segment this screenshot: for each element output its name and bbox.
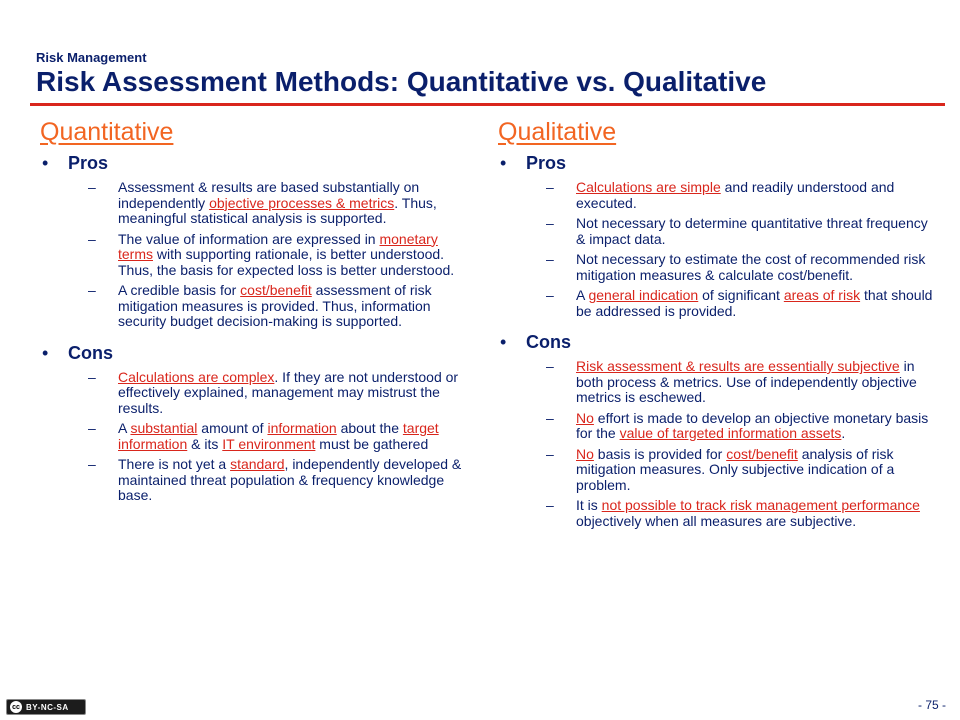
highlighted-term: areas of risk xyxy=(783,287,861,303)
highlighted-term: standard xyxy=(230,456,285,472)
highlighted-term: not possible to track risk management performance xyxy=(601,497,920,513)
list-item xyxy=(546,180,938,211)
highlighted-term: No xyxy=(576,409,594,426)
list-item-text xyxy=(118,180,470,227)
list-item-text xyxy=(576,359,938,406)
column-quantitative xyxy=(40,118,470,509)
dash-icon: – xyxy=(546,497,554,513)
highlighted-term: No xyxy=(576,445,594,462)
text-run: and readily understood and executed. xyxy=(576,179,895,211)
list-item xyxy=(88,421,470,452)
highlighted-term: objective processes & metrics xyxy=(209,194,395,211)
section-label: Pros xyxy=(68,153,109,173)
text-run: A credible basis for xyxy=(118,282,241,298)
list-item xyxy=(88,180,470,227)
dash-icon: – xyxy=(546,215,554,231)
highlighted-term: Risk assessment & results are essentially subjective xyxy=(576,358,900,374)
text-run: of significant xyxy=(698,287,784,303)
list-item-text xyxy=(118,370,470,417)
text-run: It is xyxy=(576,497,602,513)
text-run: basis is provided for xyxy=(593,445,727,462)
text-run: Not necessary to estimate the cost of recommended risk mitigation measures & calculate cost/benefit. xyxy=(576,251,926,283)
list-item-text xyxy=(576,252,938,283)
highlighted-term: monetary terms xyxy=(118,230,438,262)
section-bullet-cons xyxy=(42,343,470,364)
cc-license-badge[interactable] xyxy=(6,699,86,715)
dash-icon: – xyxy=(88,368,96,385)
text-run: . xyxy=(841,425,846,441)
list-item-text xyxy=(118,232,470,279)
page-title: Risk Assessment Methods: Quantitative vs. Qualitative xyxy=(36,66,767,97)
column-body-quantitative xyxy=(40,153,470,504)
text-run: . If they are not understood or effectively explained, management may mistrust the results. xyxy=(118,368,459,416)
highlighted-term: target information xyxy=(118,420,439,452)
text-run: with supporting rationale, is better understood. Thus, the basis for expected loss is better understood. xyxy=(118,246,455,278)
highlighted-term: value of targeted information assets xyxy=(619,425,842,441)
dash-icon: – xyxy=(546,409,554,426)
list-item-text xyxy=(576,411,938,442)
column-heading-qualitative: Qualitative xyxy=(498,118,617,146)
text-run: about the xyxy=(336,420,403,436)
text-run: amount of xyxy=(197,420,268,436)
text-run: analysis of risk mitigation measures. Only subjective indication of a problem. xyxy=(576,445,895,493)
text-run: . Thus, meaningful statistical analysis is supported. xyxy=(118,194,437,226)
bullet-icon: • xyxy=(42,153,49,173)
list-item-text xyxy=(118,457,470,504)
dash-icon: – xyxy=(88,179,96,195)
text-run: A xyxy=(118,420,131,436)
list-item-text xyxy=(576,498,938,529)
section-bullet-pros xyxy=(500,153,938,174)
list-item-text xyxy=(576,180,938,211)
list-item xyxy=(88,370,470,417)
dash-icon: – xyxy=(88,420,96,436)
dash-icon: – xyxy=(546,287,554,303)
highlighted-term: information xyxy=(267,420,337,436)
section-label: Cons xyxy=(68,342,113,363)
dash-icon: – xyxy=(88,230,96,247)
cc-icon: cc xyxy=(10,701,22,713)
text-run: objectively when all measures are subjective. xyxy=(576,512,857,529)
list-item xyxy=(546,447,938,494)
text-run: Not necessary to determine quantitative threat frequency & impact data. xyxy=(576,215,928,247)
text-run: The value of information are expressed in xyxy=(118,230,380,247)
dash-icon: – xyxy=(88,282,96,298)
text-run: A xyxy=(576,287,589,303)
text-run: , independently developed & maintained threat population & frequency knowledge base. xyxy=(118,456,462,503)
highlighted-term: IT environment xyxy=(222,435,316,452)
highlighted-term: cost/benefit xyxy=(726,445,798,462)
highlighted-term: Calculations are complex xyxy=(118,368,275,385)
highlighted-term: Calculations are simple xyxy=(576,179,721,195)
text-run: in both process & metrics. Use of independently objective metrics is eschewed. xyxy=(576,358,917,405)
list-item xyxy=(546,359,938,406)
dash-icon: – xyxy=(546,358,554,374)
text-run: Assessment & results are based substantially on independently xyxy=(118,179,420,211)
highlighted-term: cost/benefit xyxy=(240,282,312,298)
list-item xyxy=(546,252,938,283)
page-number: - 75 - xyxy=(917,698,946,712)
license-label: BY-NC-SA xyxy=(26,702,69,712)
list-item-text xyxy=(118,421,470,452)
section-bullet-pros xyxy=(42,153,470,174)
section-bullet-cons xyxy=(500,332,938,353)
column-qualitative xyxy=(498,118,938,534)
bullet-icon: • xyxy=(500,153,507,173)
list-item-text xyxy=(576,216,938,247)
section-label: Pros xyxy=(526,153,567,173)
list-item-text xyxy=(576,447,938,494)
list-item-text xyxy=(118,283,470,330)
list-item xyxy=(546,411,938,442)
text-run: must be gathered xyxy=(315,435,429,452)
highlighted-term: substantial xyxy=(130,420,198,436)
list-item xyxy=(88,283,470,330)
list-item xyxy=(546,498,938,529)
title-divider xyxy=(30,103,945,106)
column-body-qualitative xyxy=(498,153,938,529)
bullet-icon: • xyxy=(42,342,49,363)
dash-icon: – xyxy=(546,179,554,195)
list-item xyxy=(88,232,470,279)
bullet-icon: • xyxy=(500,332,507,352)
text-run: that should be addressed is provided. xyxy=(576,287,933,319)
section-kicker: Risk Management xyxy=(36,50,147,65)
dash-icon: – xyxy=(546,251,554,267)
text-run: assessment of risk mitigation measures is provided. Thus, information security budget decision-making is supported. xyxy=(118,282,432,329)
dash-icon: – xyxy=(88,456,96,472)
list-item-text xyxy=(576,288,938,319)
section-label: Cons xyxy=(526,332,571,352)
highlighted-term: general indication xyxy=(588,287,699,303)
text-run: There is not yet a xyxy=(118,456,231,472)
text-run: & its xyxy=(187,435,223,452)
text-run: effort is made to develop an objective monetary basis for the xyxy=(576,409,929,441)
list-item xyxy=(546,288,938,319)
column-heading-quantitative: Quantitative xyxy=(40,118,174,146)
list-item xyxy=(88,457,470,504)
list-item xyxy=(546,216,938,247)
dash-icon: – xyxy=(546,445,554,462)
